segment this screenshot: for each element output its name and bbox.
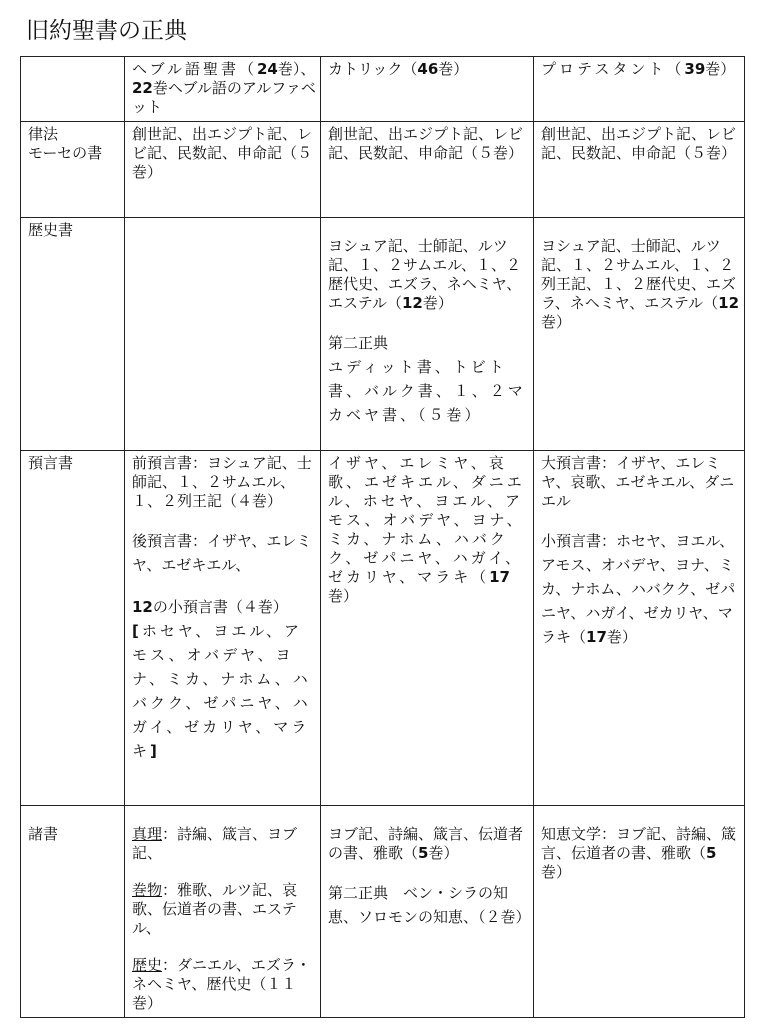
row-label-law: 律法 モーセの書: [21, 122, 125, 218]
cell-history-catholic: ヨシュア記、士師記、ルツ記、１、２サムエル、１、２歴代史、エズラ、ネヘミヤ、エステル（12巻） 第二正典 ユディット書、トビト書、バルク書、１、２マカベヤ書、（５巻）: [321, 218, 534, 451]
header-protestant: プロテスタント（39巻）: [534, 57, 745, 122]
cell-writings-catholic: ヨブ記、詩編、箴言、伝道者の書、雅歌（5巻） 第二正典 ベン・シラの知恵、ソロモンの知恵、（２巻）: [321, 806, 534, 1018]
row-label-prophets: 預言書: [21, 451, 125, 806]
page-title: 旧約聖書の正典: [26, 18, 187, 44]
cell-prophets-protestant: 大預言書：イザヤ、エレミヤ、哀歌、エゼキエル、ダニエル 小預言書：ホセヤ、ヨエル、アモス、オバデヤ、ヨナ、ミカ、ナホム、ハバクク、ゼパニヤ、ハガイ、ゼカリヤ、マラキ（17巻）: [534, 451, 745, 806]
cell-prophets-hebrew: 前預言書：ヨシュア記、士師記、１、２サムエル、１、２列王記（４巻） 後預言書：イザヤ、エレミヤ、エゼキエル、 12の小預言書（４巻） [ホセヤ、ヨエル、アモス、オバデヤ、ヨナ、ミカ、ナホム、ハバクク、ゼパニヤ、ハガイ、ゼカリヤ、マラキ]: [125, 451, 321, 806]
table-row: [21, 451, 745, 806]
cell-history-protestant: ヨシュア記、士師記、ルツ記、１、２サムエル、１、２列王記、１、２歴代史、エズラ、ネヘミヤ、エステル（12巻）: [534, 218, 745, 451]
table-row: [21, 806, 745, 1018]
row-label-history: 歴史書: [21, 218, 125, 451]
corner-cell: [21, 57, 125, 122]
row-label-writings: 諸書: [21, 806, 125, 1018]
cell-writings-hebrew: 真理：詩編、箴言、ヨブ記、 巻物：雅歌、ルツ記、哀歌、伝道者の書、エステル、 歴史：ダニエル、エズラ・ネヘミヤ、歴代史（１１巻）: [125, 806, 321, 1018]
cell-prophets-catholic: イザヤ、エレミヤ、哀歌、エゼキエル、ダニエル、ホセヤ、ヨエル、アモス、オバデヤ、ヨナ、ミカ、ナホム、ハバクク、ゼパニヤ、ハガイ、ゼカリヤ、マラキ（17巻）: [321, 451, 534, 806]
header-row: [21, 57, 745, 122]
cell-writings-protestant: 知恵文学：ヨブ記、詩編、箴言、伝道者の書、雅歌（5巻）: [534, 806, 745, 1018]
cell-law-protestant: 創世記、出エジプト記、レビ記、民数記、申命記（５巻）: [534, 122, 745, 218]
header-hebrew: ヘブル語聖書（24巻）、22巻ヘブル語のアルファベット: [125, 57, 321, 122]
cell-history-hebrew: [125, 218, 321, 451]
cell-law-catholic: 創世記、出エジプト記、レビ記、民数記、申命記（５巻）: [321, 122, 534, 218]
cell-law-hebrew: 創世記、出エジプト記、レビ記、民数記、申命記（５巻）: [125, 122, 321, 218]
table-row: [21, 122, 745, 218]
header-catholic: カトリック（46巻）: [321, 57, 534, 122]
table-row: [21, 218, 745, 451]
canon-table: [20, 56, 745, 1018]
